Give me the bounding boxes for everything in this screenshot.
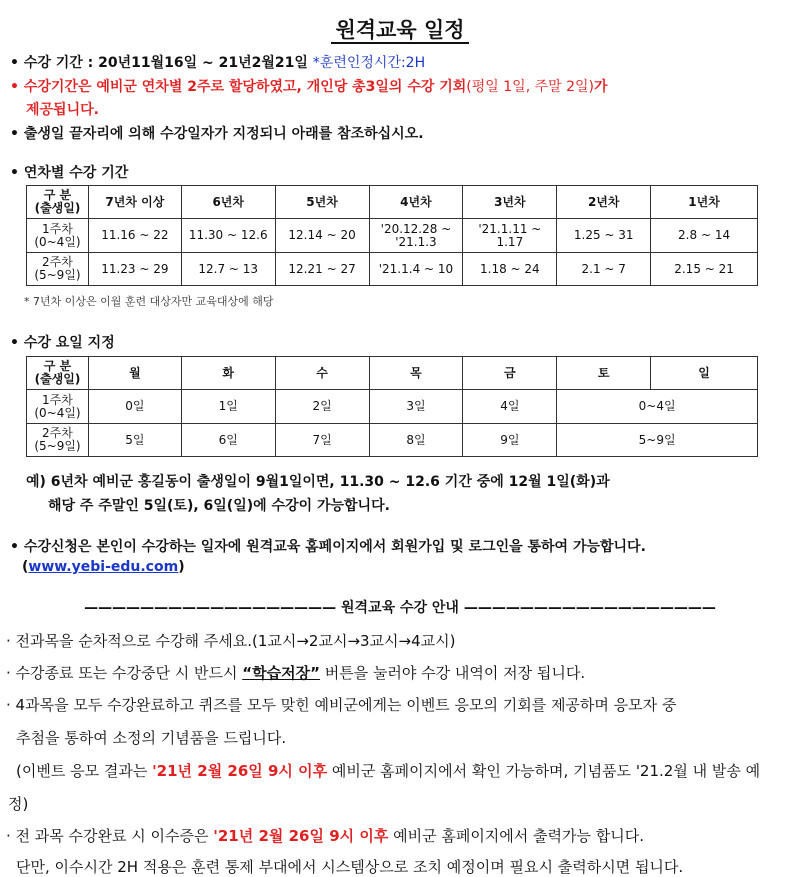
allocation-line: • 수강기간은 예비군 연차별 2주로 할당하였고, 개인당 총3일의 수강 기회(평일 1일, 주말 2일)가 — [10, 79, 608, 95]
period-table — [26, 185, 758, 286]
weekday-table — [26, 356, 758, 457]
section2-heading: • 수강 요일 지정 — [10, 335, 115, 351]
table-cell: '21.1.4 ~ 10 — [369, 253, 463, 286]
guide-item-1: · 전과목을 순차적으로 수강해 주세요.(1교시→2교시→3교시→4교시) — [6, 632, 456, 650]
table-cell: 4일 — [463, 390, 557, 424]
table-row — [27, 424, 758, 457]
column-header: 월 — [88, 357, 181, 390]
table-cell: 7일 — [275, 424, 369, 457]
column-header: 7년차 이상 — [88, 186, 181, 219]
column-header: 목 — [369, 357, 463, 390]
guide-item-2: · 수강종료 또는 수강중단 시 반드시 “학습저장” 버튼을 눌러야 수강 내역이 저장 됩니다. — [6, 664, 586, 682]
table-row — [27, 219, 758, 253]
row-label: 2주차 (5~9일) — [27, 253, 89, 286]
column-header: 토 — [557, 357, 651, 390]
allocation-line-2: 제공됩니다. — [26, 102, 99, 118]
column-header: 6년차 — [181, 186, 275, 219]
row-label: 1주차 (0~4일) — [27, 390, 89, 424]
table-cell: 1.25 ~ 31 — [557, 219, 651, 253]
table-row — [27, 253, 758, 286]
table-cell: 3일 — [369, 390, 463, 424]
section1-heading: • 연차별 수강 기간 — [10, 165, 129, 181]
birth-rule-line: • 출생일 끝자리에 의해 수강일자가 지정되니 아래를 참조하십시오. — [10, 126, 424, 142]
guide-divider: —————————————————— 원격교육 수강 안내 —————————————————— — [84, 600, 716, 616]
table-cell: '20.12.28 ~ '21.1.3 — [369, 219, 463, 253]
column-header: 일 — [651, 357, 758, 390]
table-cell: 2.8 ~ 14 — [651, 219, 758, 253]
guide-item-3-line-2: 추첨을 통하여 소정의 기념품을 드립니다. — [16, 729, 287, 747]
table-cell: 2.15 ~ 21 — [651, 253, 758, 286]
table-cell: 11.30 ~ 12.6 — [181, 219, 275, 253]
table-cell: 12.14 ~ 20 — [275, 219, 369, 253]
row-label: 1주차 (0~4일) — [27, 219, 89, 253]
table-cell: 6일 — [181, 424, 275, 457]
guide-item-4: · 전 과목 수강완료 시 이수증은 '21년 2월 26일 9시 이후 예비군 홈페이지에서 출력가능 합니다. — [6, 827, 645, 845]
table-cell: 8일 — [369, 424, 463, 457]
table-cell: 12.21 ~ 27 — [275, 253, 369, 286]
table-cell: 2.1 ~ 7 — [557, 253, 651, 286]
example-line-1: 예) 6년차 예비군 홍길동이 출생일이 9월1일이면, 11.30 ~ 12.6 기간 중에 12월 1일(화)과 — [26, 474, 610, 490]
table-footnote: * 7년차 이상은 이월 훈련 대상자만 교육대상에 해당 — [24, 295, 274, 308]
period-line: • 수강 기간 : 20년11월16일 ~ 21년2월21일 *훈련인정시간:2H — [10, 55, 426, 71]
table-cell: '21.1.11 ~ 1.17 — [463, 219, 557, 253]
table-cell: 5일 — [88, 424, 181, 457]
table-cell: 12.7 ~ 13 — [181, 253, 275, 286]
table-corner: 구 분 (출생일) — [27, 186, 89, 219]
table-corner: 구 분 (출생일) — [27, 357, 89, 390]
column-header: 5년차 — [275, 186, 369, 219]
homepage-link[interactable]: www.yebi-edu.com — [28, 559, 179, 575]
table-cell: 1.18 ~ 24 — [463, 253, 557, 286]
example-line-2: 해당 주 주말인 5일(토), 6일(일)에 수강이 가능합니다. — [48, 498, 390, 514]
weekend-cell: 0~4일 — [557, 390, 758, 424]
column-header: 3년차 — [463, 186, 557, 219]
column-header: 2년차 — [557, 186, 651, 219]
table-cell: 2일 — [275, 390, 369, 424]
guide-heading: 원격교육 수강 안내 — [341, 600, 459, 616]
column-header: 4년차 — [369, 186, 463, 219]
table-cell: 9일 — [463, 424, 557, 457]
column-header: 수 — [275, 357, 369, 390]
row-label: 2주차 (5~9일) — [27, 424, 89, 457]
page-title: 원격교육 일정 — [0, 14, 800, 44]
column-header: 금 — [463, 357, 557, 390]
table-cell: 0일 — [88, 390, 181, 424]
table-cell: 11.23 ~ 29 — [88, 253, 181, 286]
signup-link-line: (www.yebi-edu.com) — [22, 559, 185, 575]
guide-item-3-note-end: 정) — [8, 795, 29, 813]
table-row — [27, 390, 758, 424]
guide-item-5: 단만, 이수시간 2H 적용은 훈련 통제 부대에서 시스템상으로 조치 예정이며 필요시 출력하시면 됩니다. — [16, 858, 684, 876]
table-cell: 1일 — [181, 390, 275, 424]
column-header: 화 — [181, 357, 275, 390]
guide-item-3-note: (이벤트 응모 결과는 '21년 2월 26일 9시 이후 예비군 홈페이지에서 확인 가능하며, 기념품도 '21.2월 내 발송 예 — [16, 762, 761, 780]
signup-line: • 수강신청은 본인이 수강하는 일자에 원격교육 홈페이지에서 회원가입 및 로그인을 통하여 가능합니다. — [10, 539, 646, 555]
table-cell: 11.16 ~ 22 — [88, 219, 181, 253]
weekend-cell: 5~9일 — [557, 424, 758, 457]
column-header: 1년차 — [651, 186, 758, 219]
guide-item-3: · 4과목을 모두 수강완료하고 퀴즈를 모두 맞힌 예비군에게는 이벤트 응모의 기회를 제공하며 응모자 중 — [6, 696, 677, 714]
